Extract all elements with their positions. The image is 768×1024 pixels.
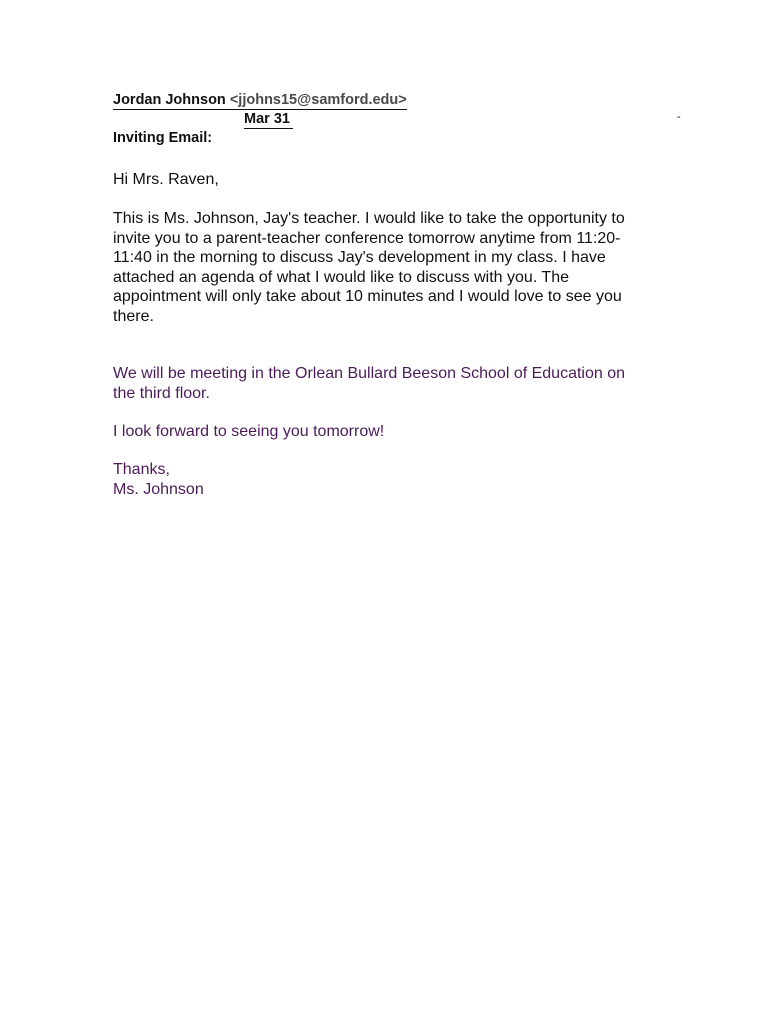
signature: Ms. Johnson — [113, 481, 204, 498]
sender-email-link[interactable]: <jjohns15@samford.edu> — [229, 92, 407, 108]
sender-name: Jordan Johnson — [113, 92, 226, 108]
dash-mark: - — [677, 111, 681, 123]
paragraph-line: there. — [113, 307, 154, 325]
closing-line: I look forward to seeing you tomorrow! — [113, 423, 385, 440]
meeting-line: the third floor. — [113, 384, 210, 402]
paragraph-line: This is Ms. Johnson, Jay's teacher. I would like to take the opportunity to — [113, 210, 625, 227]
greeting: Hi Mrs. Raven, — [113, 171, 219, 188]
paragraph-line: invite you to a parent-teacher conference tomorrow anytime from 11:20- — [113, 229, 621, 247]
paragraph-line: 11:40 in the morning to discuss Jay's development in my class. I have — [113, 249, 606, 266]
meeting-location-paragraph — [113, 364, 653, 403]
meeting-line: We will be meeting in the Orlean Bullard Beeson School of Education on — [113, 365, 626, 382]
thanks-line: Thanks, — [113, 461, 170, 478]
email-date: Mar 31 — [244, 111, 293, 129]
main-paragraph — [113, 209, 653, 326]
paragraph-line: attached an agenda of what I would like to discuss with you. The — [113, 268, 569, 286]
subject-label: Inviting Email: — [113, 130, 213, 146]
sender-line — [113, 92, 407, 110]
paragraph-line: appointment will only take about 10 minutes and I would love to see you — [113, 288, 622, 305]
